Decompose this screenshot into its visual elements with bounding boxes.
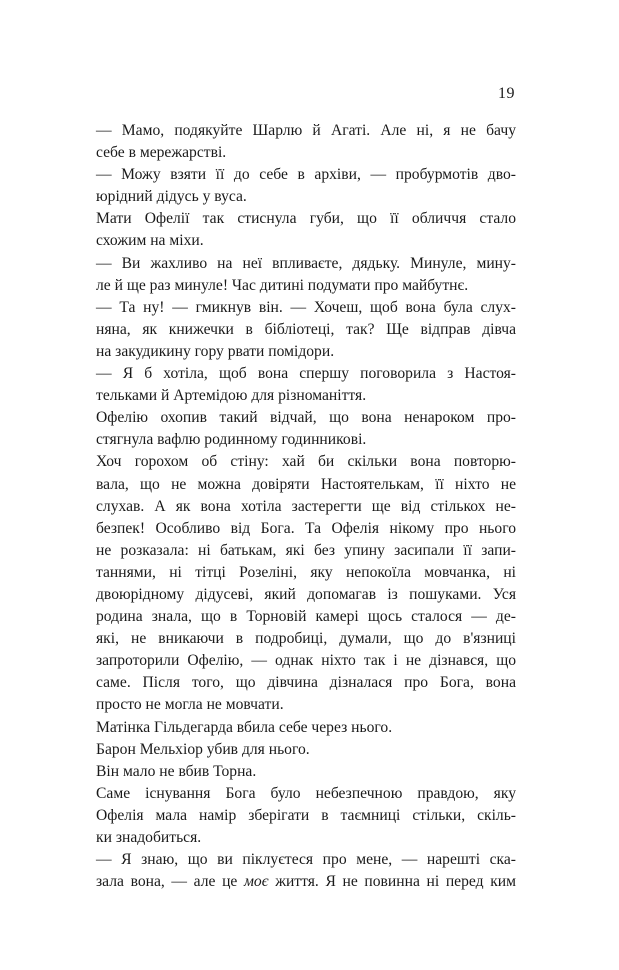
text-line: — Ви жахливо на неї впливаєте, дядьку. Минуле, мину-: [96, 254, 516, 272]
text-line: Барон Мельхіор убив для нього.: [96, 740, 310, 758]
text-line: Хоч горохом об стіну: хай би скільки вона повторю-: [96, 453, 516, 471]
text-line: Матінка Гільдегарда вбила себе через нього.: [96, 718, 393, 736]
text-line: на закудикину гору рвати помідори.: [96, 342, 335, 360]
body-text: [96, 120, 516, 893]
text-line: Мати Офелії так стиснула губи, що її обличчя стало: [96, 210, 516, 228]
text-line: Саме існування Бога було небезпечною правдою, яку: [96, 784, 516, 802]
text-line: родина знала, що в Торновій камері щось сталося — де-: [96, 608, 516, 626]
text-line: — Та ну! — гмикнув він. — Хочеш, щоб вона була слух-: [96, 298, 516, 316]
text-line: Офелія мала намір зберігати в таємниці стільки, скіль-: [96, 806, 516, 824]
text-line: двоюрідному дідусеві, який допомагав із пошуками. Уся: [96, 585, 516, 603]
text-line: ле й ще раз минуле! Час дитині подумати про майбутнє.: [96, 276, 469, 294]
text-line: вала, що не можна довіряти Настоятелькам, її ніхто не: [96, 475, 516, 493]
text-line: няна, як книжечки в бібліотеці, так? Ще відправ дівча: [96, 320, 516, 338]
text-line: запроторили Офелію, — однак ніхто так і не дізнався, що: [96, 652, 516, 670]
text-line: слухав. А як вона хотіла застерегти ще від стількох не-: [96, 497, 516, 515]
text-line: схожим на міхи.: [96, 232, 204, 250]
text-line: які, не вникаючи в подробиці, думали, що до в'язниці: [96, 630, 516, 648]
text-line: не розказала: ні батькам, які без упину засипали її запи-: [96, 541, 516, 559]
text-line: Він мало не вбив Торна.: [96, 762, 257, 780]
text-line: — Можу взяти її до себе в архіви, — пробурмотів дво-: [96, 166, 516, 184]
text-line: — Мамо, подякуйте Шарлю й Агаті. Але ні, я не бачу: [96, 122, 516, 139]
text-line: ки знадобиться.: [96, 829, 202, 846]
page-number: 19: [498, 85, 515, 102]
text-line: просто не могла не мовчати.: [96, 696, 284, 714]
text-line: — Я б хотіла, щоб вона спершу поговорила з Настоя-: [96, 365, 516, 383]
text-line: — Я знаю, що ви піклуєтеся про мене, — нарешті ска-: [96, 851, 516, 869]
text-line: юрідний дідусь у вуса.: [96, 188, 247, 206]
text-line: саме. Після того, що дівчина дізналася про Бога, вона: [96, 674, 516, 692]
text-line: тельками й Артемідою для різноманіття.: [96, 387, 367, 405]
text-line: зала вона, — але це моє життя. Я не повинна ні перед ким: [96, 873, 516, 891]
text-line: таннями, ні тітці Розеліні, яку непокоїла мовчанка, ні: [96, 563, 516, 581]
text-line: себе в мережарстві.: [96, 144, 227, 162]
emphasized-word: моє: [243, 873, 269, 891]
text-line: Офелію охопив такий відчай, що вона ненароком про-: [96, 409, 516, 427]
text-line: безпек! Особливо від Бога. Та Офелія нікому про нього: [96, 519, 516, 537]
text-line: стягнула вафлю родинному годинникові.: [96, 431, 367, 449]
